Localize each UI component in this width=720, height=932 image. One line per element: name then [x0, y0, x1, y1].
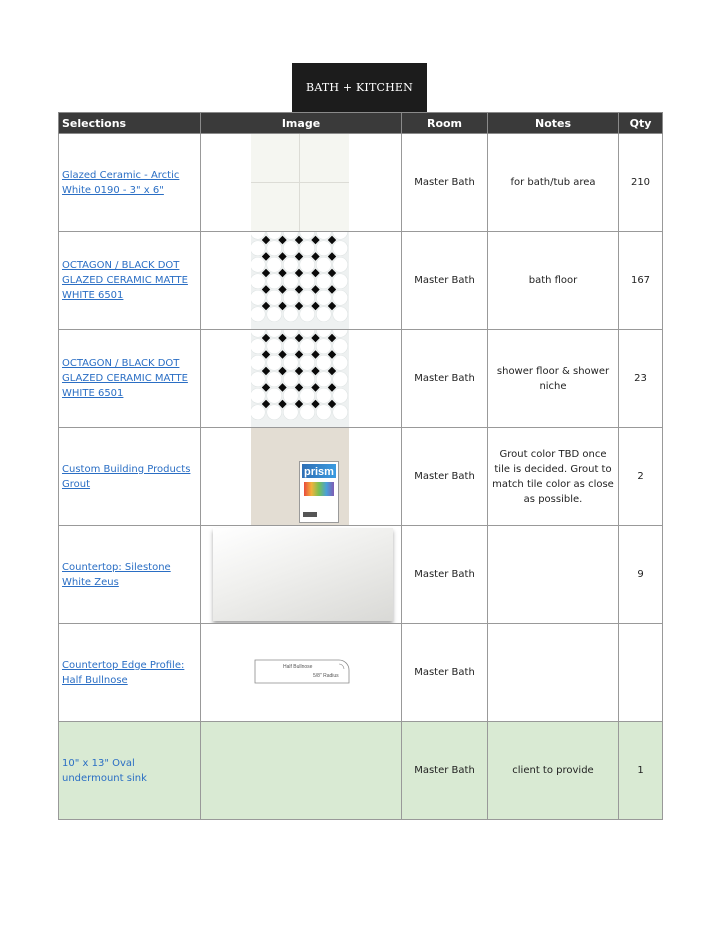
white-octagon-tile: [283, 372, 298, 387]
white-octagon-tile: [300, 232, 315, 239]
white-octagon-tile: [251, 290, 265, 305]
grout-package-logo: [303, 512, 317, 517]
white-octagon-tile: [316, 274, 331, 289]
selection-cell: [59, 624, 201, 722]
white-octagon-tile: [316, 257, 331, 272]
room-cell: Master Bath: [402, 526, 488, 624]
qty-cell: 1: [619, 722, 663, 820]
column-header-selections: Selections: [59, 113, 201, 134]
white-octagon-tile: [333, 232, 348, 239]
room-cell: Master Bath: [402, 330, 488, 428]
white-octagon-tile: [267, 257, 282, 272]
selection-link[interactable]: Countertop Edge Profile: Half Bullnose: [62, 659, 185, 686]
grout-color-strip: [304, 482, 334, 496]
white-octagon-tile: [267, 330, 282, 337]
room-cell: Master Bath: [402, 134, 488, 232]
notes-cell: Grout color TBD once tile is decided. Grout to match tile color as close as possible.: [488, 428, 619, 526]
notes-cell: [488, 624, 619, 722]
white-octagon-tile: [251, 232, 265, 239]
qty-cell: [619, 624, 663, 722]
octagon-black-dot-tile-image: [251, 330, 349, 427]
table-row: [59, 134, 663, 232]
white-octagon-tile: [333, 372, 348, 387]
selection-cell: [59, 428, 201, 526]
white-octagon-tile: [283, 405, 298, 420]
image-cell: [201, 428, 402, 526]
white-octagon-tile: [267, 339, 282, 354]
image-cell: [201, 526, 402, 624]
white-octagon-tile: [316, 355, 331, 370]
room-cell: Master Bath: [402, 428, 488, 526]
white-octagon-tile: [300, 274, 315, 289]
white-octagon-tile: [251, 355, 265, 370]
white-octagon-tile: [300, 257, 315, 272]
qty-cell: 2: [619, 428, 663, 526]
white-octagon-tile: [283, 355, 298, 370]
white-octagon-tile: [267, 405, 282, 420]
edge-radius-label: 5/8" Radius: [313, 673, 339, 679]
white-octagon-tile: [267, 388, 282, 403]
white-octagon-tile: [300, 241, 315, 256]
white-octagon-tile: [316, 232, 331, 239]
white-octagon-tile: [251, 372, 265, 387]
white-octagon-tile: [316, 388, 331, 403]
white-octagon-tile: [316, 330, 331, 337]
white-octagon-tile: [283, 274, 298, 289]
notes-cell: [488, 526, 619, 624]
white-octagon-tile: [283, 307, 298, 322]
brand-logo: [292, 63, 427, 112]
brand-logo-text: BATH + KITCHEN: [306, 81, 413, 94]
qty-cell: 167: [619, 232, 663, 330]
white-octagon-tile: [300, 339, 315, 354]
image-cell: [201, 624, 402, 722]
selection-link[interactable]: Custom Building Products Grout: [62, 463, 191, 490]
table-row: [59, 330, 663, 428]
white-octagon-tile: [283, 290, 298, 305]
white-octagon-tile: [333, 339, 348, 354]
selection-link[interactable]: OCTAGON / BLACK DOT GLAZED CERAMIC MATTE WHITE 6501: [62, 358, 188, 399]
white-octagon-tile: [333, 355, 348, 370]
notes-cell: for bath/tub area: [488, 134, 619, 232]
qty-cell: 9: [619, 526, 663, 624]
selections-table: [58, 112, 663, 820]
white-octagon-tile: [267, 290, 282, 305]
white-octagon-tile: [251, 241, 265, 256]
white-octagon-tile: [300, 372, 315, 387]
white-octagon-tile: [267, 232, 282, 239]
white-octagon-tile: [300, 330, 315, 337]
notes-cell: shower floor & shower niche: [488, 330, 619, 428]
table-row: [59, 232, 663, 330]
white-octagon-tile: [300, 405, 315, 420]
white-octagon-tile: [283, 241, 298, 256]
image-cell: [201, 330, 402, 428]
white-subway-tile-image: [251, 134, 349, 231]
white-octagon-tile: [316, 307, 331, 322]
white-octagon-tile: [300, 388, 315, 403]
column-header-room: Room: [402, 113, 488, 134]
room-cell: Master Bath: [402, 232, 488, 330]
white-octagon-tile: [333, 241, 348, 256]
white-octagon-tile: [267, 241, 282, 256]
selection-cell: [59, 722, 201, 820]
table-row: [59, 722, 663, 820]
selection-link[interactable]: OCTAGON / BLACK DOT GLAZED CERAMIC MATTE WHITE 6501: [62, 260, 188, 301]
grout-color-swatch: [251, 428, 349, 525]
white-octagon-tile: [316, 339, 331, 354]
white-octagon-tile: [251, 307, 265, 322]
white-octagon-tile: [251, 388, 265, 403]
white-octagon-tile: [333, 330, 348, 337]
white-octagon-tile: [333, 405, 348, 420]
white-octagon-tile: [333, 257, 348, 272]
table-row: [59, 526, 663, 624]
white-octagon-tile: [267, 307, 282, 322]
white-octagon-tile: [283, 339, 298, 354]
column-header-image: Image: [201, 113, 402, 134]
octagon-black-dot-tile-image: [251, 232, 349, 329]
white-octagon-tile: [283, 232, 298, 239]
table-header-row: [59, 113, 663, 134]
white-octagon-tile: [251, 274, 265, 289]
edge-profile-diagram: [253, 656, 353, 686]
white-octagon-tile: [251, 330, 265, 337]
selection-link[interactable]: Countertop: Silestone White Zeus: [62, 561, 171, 588]
white-octagon-tile: [283, 388, 298, 403]
selection-cell: [59, 134, 201, 232]
column-header-notes: Notes: [488, 113, 619, 134]
notes-cell: bath floor: [488, 232, 619, 330]
white-octagon-tile: [283, 330, 298, 337]
qty-cell: 210: [619, 134, 663, 232]
selection-cell: [59, 330, 201, 428]
white-octagon-tile: [267, 372, 282, 387]
white-octagon-tile: [267, 274, 282, 289]
white-octagon-tile: [316, 241, 331, 256]
white-octagon-tile: [251, 257, 265, 272]
white-octagon-tile: [267, 355, 282, 370]
room-cell: Master Bath: [402, 624, 488, 722]
white-octagon-tile: [333, 307, 348, 322]
edge-profile-label: Half Bullnose: [283, 664, 313, 670]
table-row: [59, 428, 663, 526]
white-octagon-tile: [251, 405, 265, 420]
selection-cell: [59, 232, 201, 330]
room-cell: Master Bath: [402, 722, 488, 820]
white-octagon-tile: [251, 339, 265, 354]
image-cell: [201, 722, 402, 820]
edge-profile-outline-icon: [253, 656, 353, 686]
white-octagon-tile: [316, 290, 331, 305]
grout-package-image: [299, 461, 339, 523]
white-octagon-tile: [300, 307, 315, 322]
table-row: [59, 624, 663, 722]
white-octagon-tile: [333, 274, 348, 289]
white-octagon-tile: [333, 388, 348, 403]
white-octagon-tile: [300, 290, 315, 305]
white-octagon-tile: [333, 290, 348, 305]
selection-link[interactable]: Glazed Ceramic - Arctic White 0190 - 3" x 6": [62, 169, 180, 196]
column-header-qty: Qty: [619, 113, 663, 134]
white-octagon-tile: [300, 355, 315, 370]
selection-cell: [59, 526, 201, 624]
selection-text: 10" x 13" Oval undermount sink: [62, 757, 147, 784]
grout-brand-text: prism: [304, 466, 334, 478]
qty-cell: 23: [619, 330, 663, 428]
image-cell: [201, 232, 402, 330]
countertop-slab-image: [213, 528, 393, 621]
white-octagon-tile: [316, 405, 331, 420]
white-octagon-tile: [316, 372, 331, 387]
image-cell: [201, 134, 402, 232]
white-octagon-tile: [283, 257, 298, 272]
notes-cell: client to provide: [488, 722, 619, 820]
